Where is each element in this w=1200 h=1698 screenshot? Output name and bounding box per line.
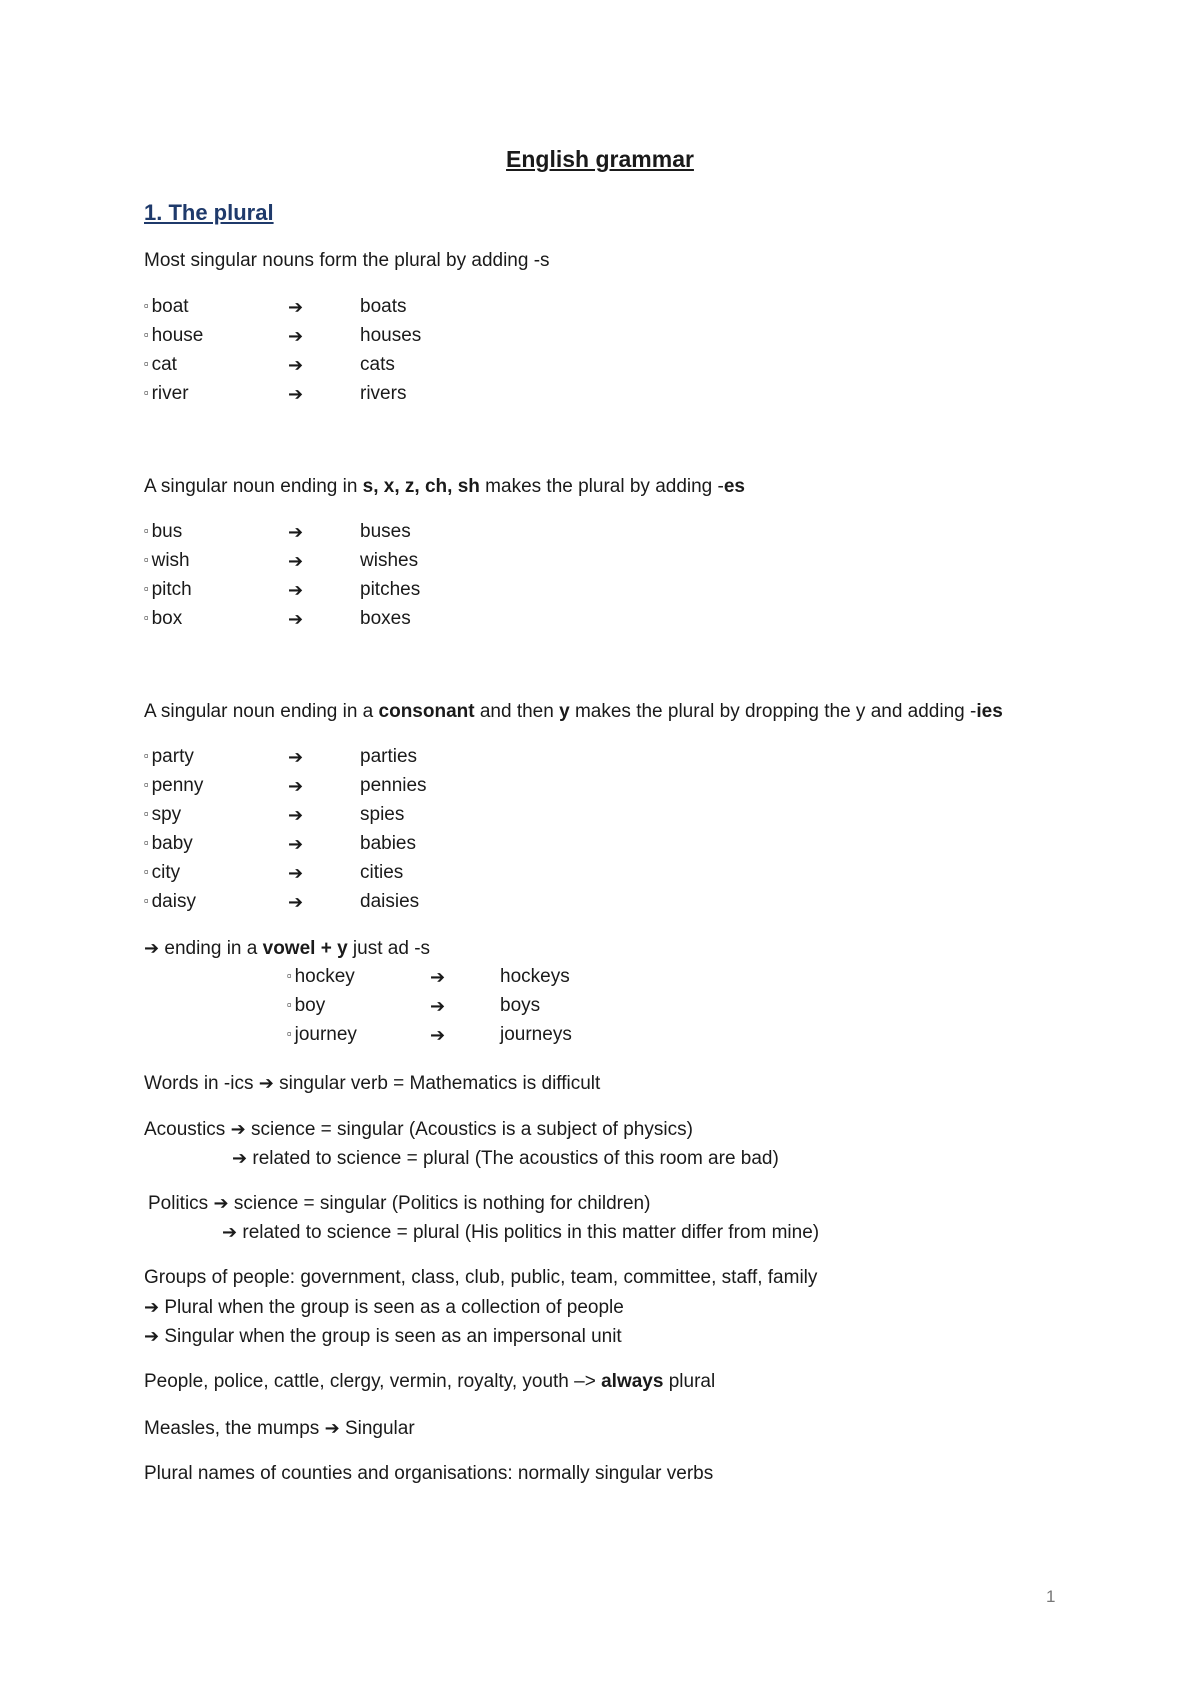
bullet-icon: ▫ xyxy=(287,1026,292,1041)
arrow-icon: ➔ xyxy=(430,967,446,987)
plural-word: hockeys xyxy=(500,966,570,987)
plural-word: journeys xyxy=(500,1024,572,1045)
singular-word: river xyxy=(151,383,189,404)
people-rule: People, police, cattle, clergy, vermin, royalty, youth –> always plural xyxy=(144,1371,716,1392)
singular-word: boat xyxy=(151,296,189,317)
document-title: English grammar xyxy=(506,146,694,172)
bullet-icon: ▫ xyxy=(144,385,149,400)
arrow-icon: ➔ xyxy=(144,1297,160,1317)
arrow-icon: ➔ xyxy=(288,805,304,825)
singular-word: city xyxy=(151,862,181,883)
arrow-icon: ➔ xyxy=(288,522,304,542)
plural-word: cats xyxy=(360,354,395,375)
rule-s: Most singular nouns form the plural by adding -s xyxy=(144,250,550,271)
arrow-icon: ➔ xyxy=(288,580,304,600)
arrow-icon: ➔ xyxy=(288,551,304,571)
arrow-icon: ➔ xyxy=(288,863,304,883)
bullet-icon: ▫ xyxy=(144,835,149,850)
singular-word: house xyxy=(151,325,204,346)
arrow-icon: ➔ xyxy=(288,609,304,629)
singular-word: bus xyxy=(151,521,183,542)
arrow-icon: ➔ xyxy=(288,834,304,854)
singular-word: party xyxy=(151,746,194,767)
acoustics-rule-plural: ➔ related to science = plural (The acoustics of this room are bad) xyxy=(232,1148,779,1169)
plural-word: buses xyxy=(360,521,411,542)
plural-word: boxes xyxy=(360,608,411,629)
measles-rule: Measles, the mumps ➔ Singular xyxy=(144,1418,415,1439)
arrow-icon: ➔ xyxy=(144,1326,160,1346)
acoustics-rule: Acoustics ➔ science = singular (Acoustics is a subject of physics) xyxy=(144,1119,693,1140)
arrow-icon: ➔ xyxy=(232,1148,248,1168)
singular-word: journey xyxy=(294,1024,357,1045)
arrow-icon: ➔ xyxy=(288,747,304,767)
bullet-icon: ▫ xyxy=(287,997,292,1012)
bullet-icon: ▫ xyxy=(144,298,149,313)
singular-word: wish xyxy=(151,550,190,571)
arrow-icon: ➔ xyxy=(288,355,304,375)
plural-word: pennies xyxy=(360,775,427,796)
groups-rule: Groups of people: government, class, club, public, team, committee, staff, family xyxy=(144,1267,818,1288)
bullet-icon: ▫ xyxy=(144,552,149,567)
arrow-icon: ➔ xyxy=(258,1073,274,1093)
singular-word: hockey xyxy=(294,966,355,987)
singular-word: daisy xyxy=(151,891,196,912)
rule-ies: A singular noun ending in a consonant and then y makes the plural by dropping the y and adding -ies xyxy=(144,701,1003,722)
plural-word: houses xyxy=(360,325,422,346)
plural-word: daisies xyxy=(360,891,420,912)
arrow-icon: ➔ xyxy=(288,384,304,404)
ics-rule: Words in -ics ➔ singular verb = Mathematics is difficult xyxy=(144,1073,601,1094)
bullet-icon: ▫ xyxy=(144,610,149,625)
plural-names-rule: Plural names of counties and organisations: normally singular verbs xyxy=(144,1463,714,1484)
bullet-icon: ▫ xyxy=(144,893,149,908)
singular-word: cat xyxy=(151,354,177,375)
section-heading: 1. The plural xyxy=(144,200,274,225)
bullet-icon: ▫ xyxy=(144,523,149,538)
plural-word: rivers xyxy=(360,383,407,404)
vowel-y-rule: ➔ ending in a vowel + y just ad -s xyxy=(144,938,431,959)
plural-word: boys xyxy=(500,995,541,1016)
bullet-icon: ▫ xyxy=(144,748,149,763)
bullet-icon: ▫ xyxy=(144,581,149,596)
politics-rule-plural: ➔ related to science = plural (His politics in this matter differ from mine) xyxy=(222,1222,820,1243)
plural-word: parties xyxy=(360,746,418,767)
arrow-icon: ➔ xyxy=(288,326,304,346)
bullet-icon: ▫ xyxy=(144,777,149,792)
arrow-icon: ➔ xyxy=(288,776,304,796)
arrow-icon: ➔ xyxy=(430,996,446,1016)
singular-word: pitch xyxy=(151,579,192,600)
groups-singular: ➔ Singular when the group is seen as an impersonal unit xyxy=(144,1326,622,1347)
bullet-icon: ▫ xyxy=(144,327,149,342)
plural-word: spies xyxy=(360,804,405,825)
arrow-icon: ➔ xyxy=(288,892,304,912)
singular-word: penny xyxy=(151,775,204,796)
arrow-icon: ➔ xyxy=(230,1119,246,1139)
bullet-icon: ▫ xyxy=(287,968,292,983)
politics-rule: Politics ➔ science = singular (Politics is nothing for children) xyxy=(148,1193,651,1214)
arrow-icon: ➔ xyxy=(430,1025,446,1045)
bullet-icon: ▫ xyxy=(144,356,149,371)
singular-word: box xyxy=(151,608,183,629)
arrow-icon: ➔ xyxy=(324,1418,340,1438)
bullet-icon: ▫ xyxy=(144,806,149,821)
rule-es: A singular noun ending in s, x, z, ch, sh makes the plural by adding -es xyxy=(144,476,745,497)
singular-word: baby xyxy=(151,833,193,854)
plural-word: wishes xyxy=(360,550,419,571)
singular-word: spy xyxy=(151,804,182,825)
plural-word: cities xyxy=(360,862,404,883)
arrow-icon: ➔ xyxy=(288,297,304,317)
arrow-icon: ➔ xyxy=(144,938,160,958)
groups-plural: ➔ Plural when the group is seen as a collection of people xyxy=(144,1297,624,1318)
arrow-icon: ➔ xyxy=(213,1193,229,1213)
plural-word: babies xyxy=(360,833,416,854)
page-number: 1 xyxy=(1046,1587,1056,1606)
arrow-icon: ➔ xyxy=(222,1222,238,1242)
bullet-icon: ▫ xyxy=(144,864,149,879)
singular-word: boy xyxy=(294,995,326,1016)
plural-word: boats xyxy=(360,296,407,317)
plural-word: pitches xyxy=(360,579,421,600)
